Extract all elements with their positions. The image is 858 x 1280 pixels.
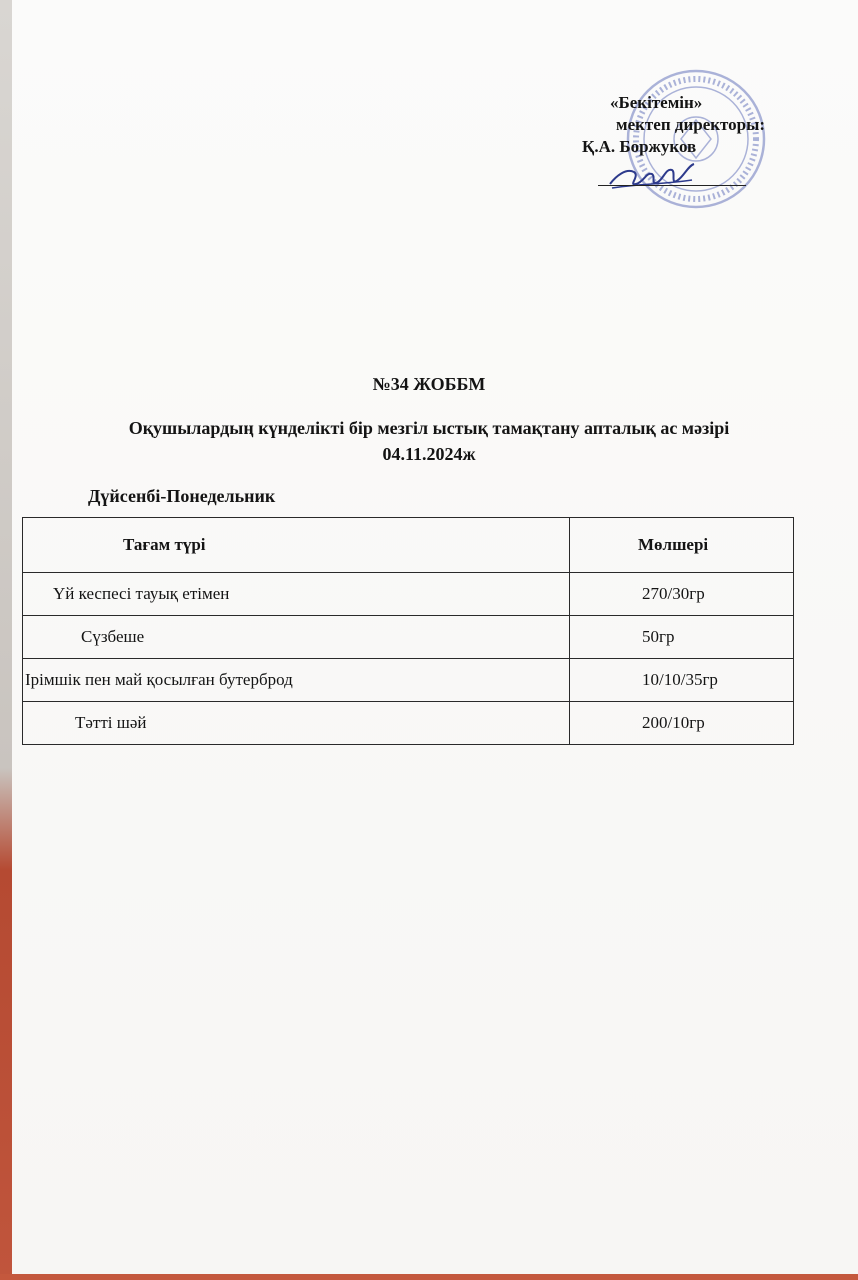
dish-amount: 50гр [570, 616, 794, 659]
column-header-amount: Мөлшері [570, 518, 794, 573]
approval-position: мектеп директоры: [616, 115, 766, 134]
director-signature [606, 158, 698, 194]
dish-amount: 10/10/35гр [570, 659, 794, 702]
column-header-dish: Тағам түрі [23, 518, 570, 573]
menu-table [22, 517, 794, 745]
dish-amount: 200/10гр [570, 702, 794, 745]
table-row [23, 616, 794, 659]
signature-line [598, 185, 746, 186]
background-edge-left [0, 0, 12, 1280]
dish-name: Үй кеспесі тауық етімен [23, 573, 570, 616]
school-name: №34 ЖОББМ [372, 374, 486, 394]
table-row [23, 573, 794, 616]
table-header-row [23, 518, 794, 573]
background-edge-bottom [0, 1274, 858, 1280]
table-row [23, 702, 794, 745]
document-title: Оқушылардың күнделікті бір мезгіл ыстық тамақтану апталық ас мәзірі [128, 418, 730, 438]
dish-name: Сүзбеше [23, 616, 570, 659]
dish-amount: 270/30гр [570, 573, 794, 616]
document-date: 04.11.2024ж [382, 444, 476, 464]
approval-heading: «Бекітемін» [610, 93, 703, 112]
dish-name: Ірімшік пен май қосылған бутерброд [23, 659, 570, 702]
approval-block [582, 92, 812, 158]
dish-name: Тәтті шәй [23, 702, 570, 745]
day-label: Дүйсенбі-Понедельник [88, 486, 276, 506]
approval-director-name: Қ.А. Боржуков [582, 137, 697, 156]
table-row [23, 659, 794, 702]
